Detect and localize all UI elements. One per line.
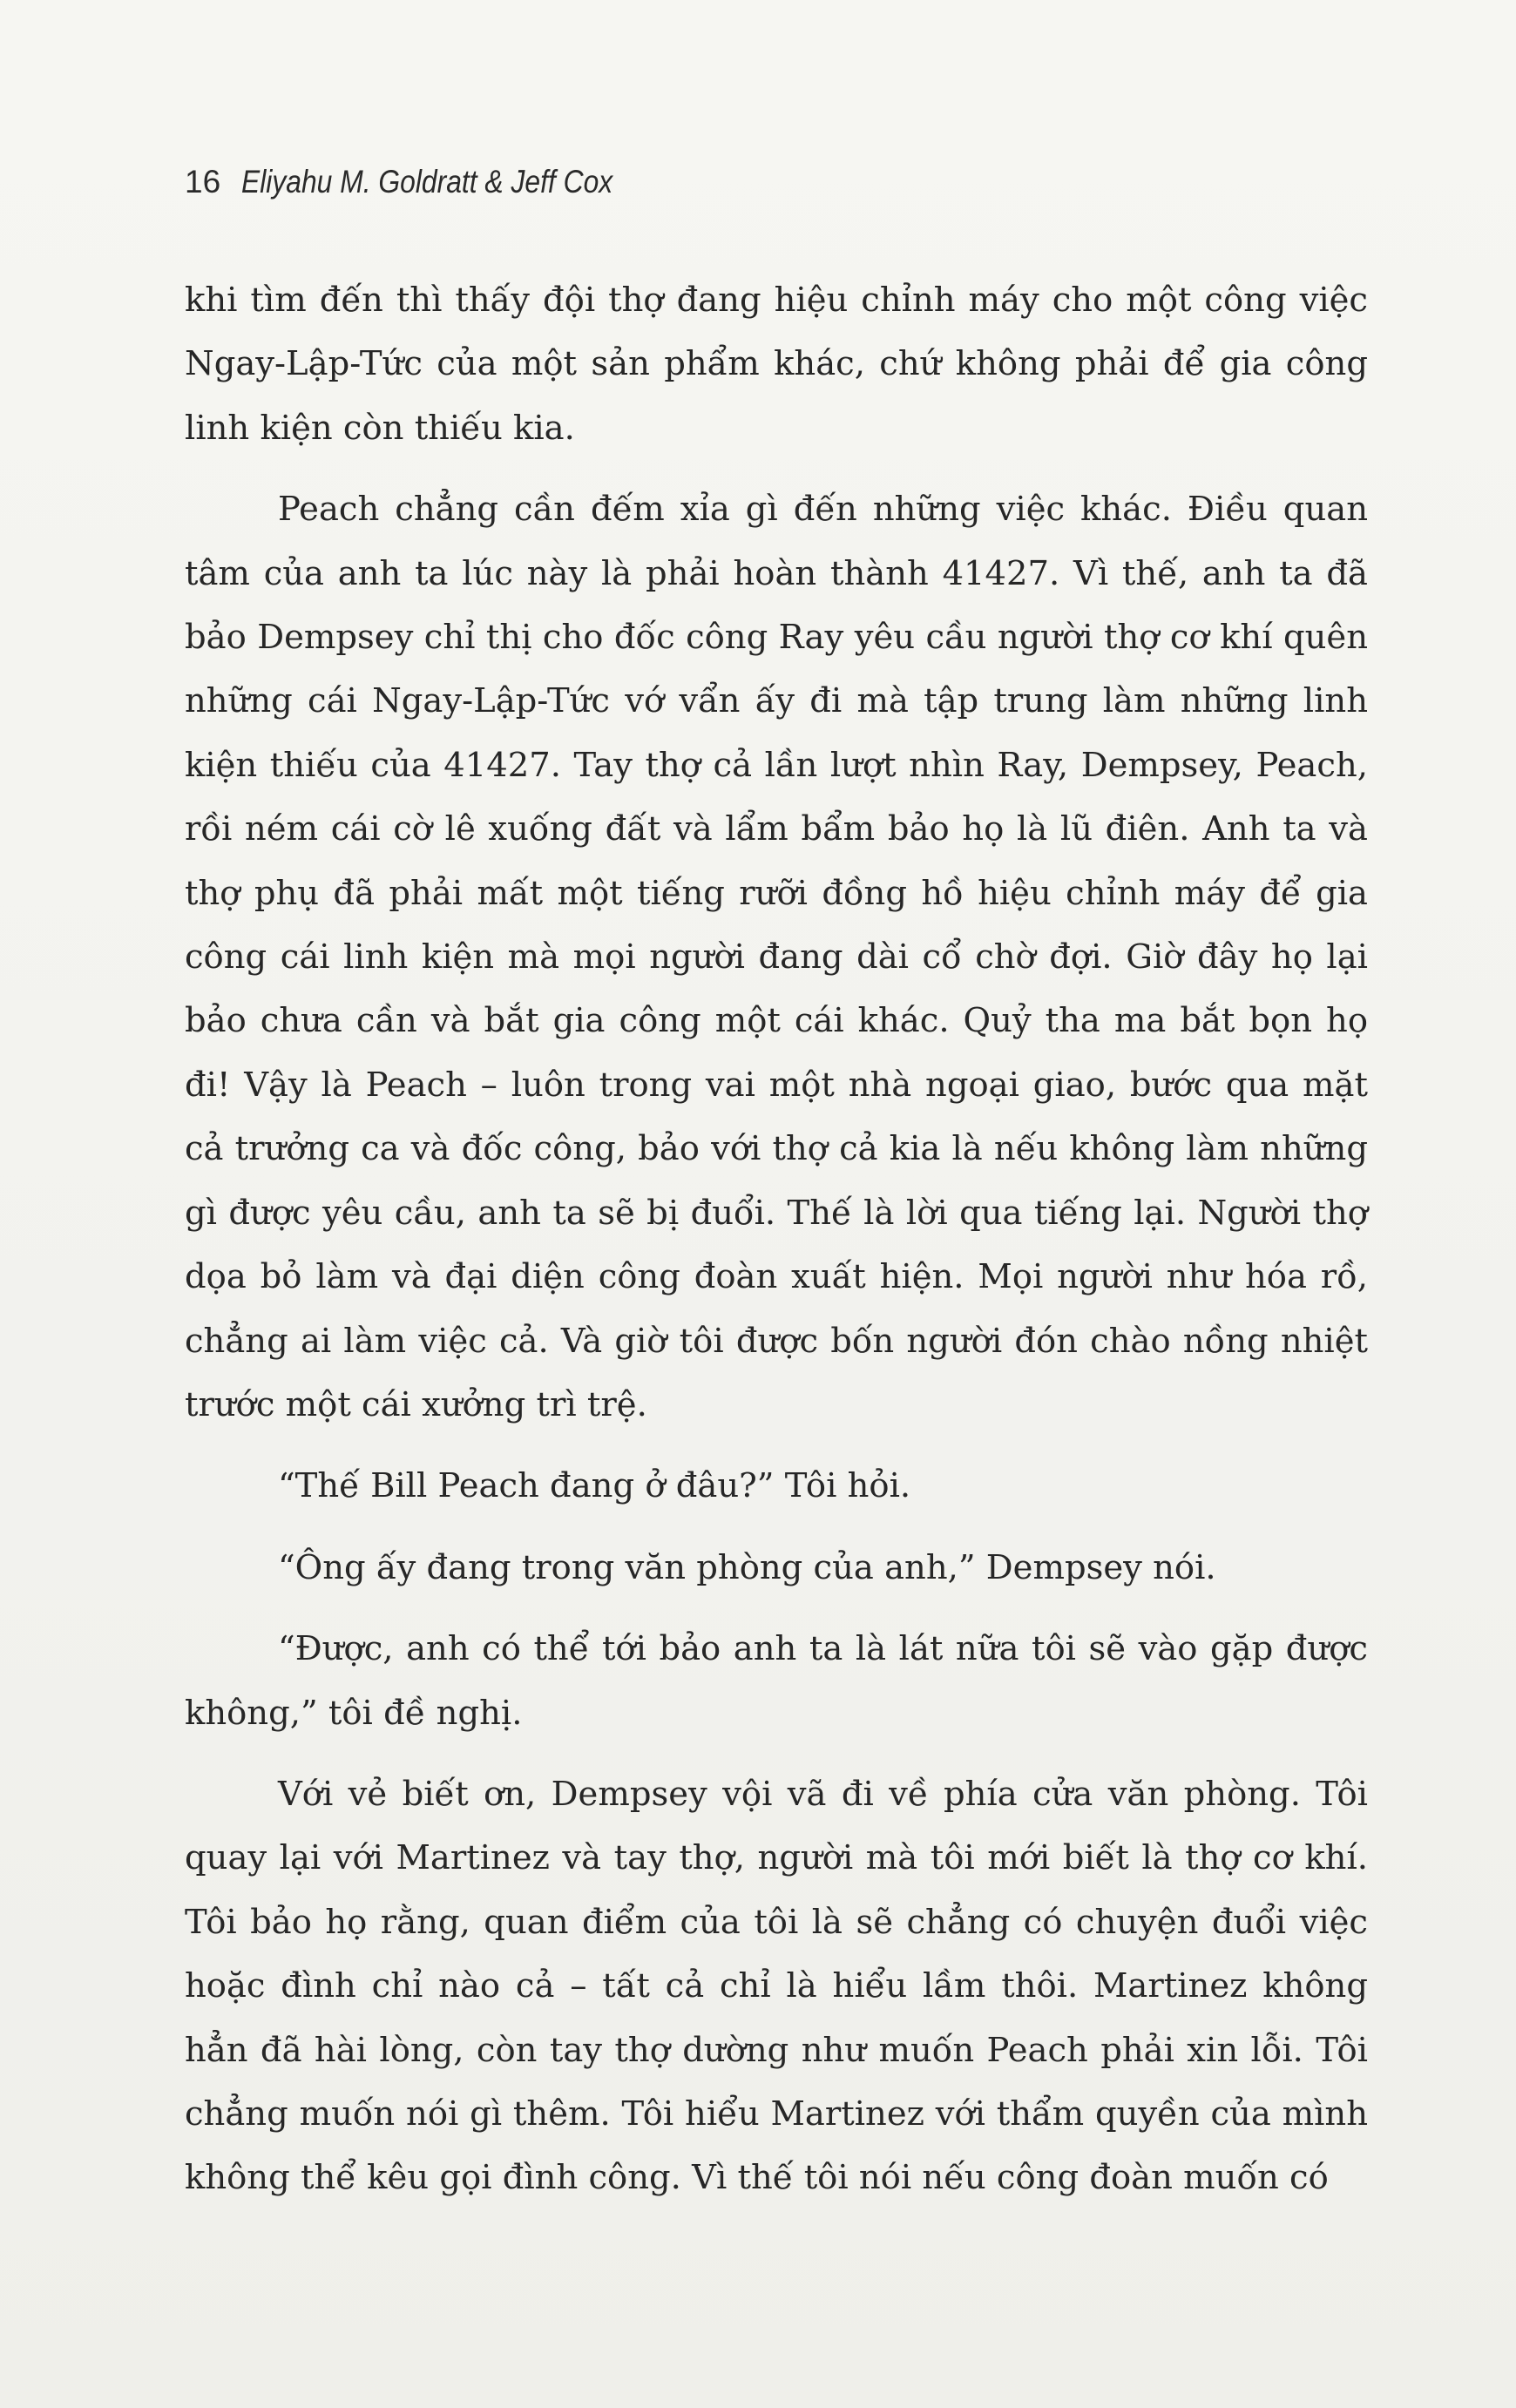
body-text: [185, 268, 1368, 2210]
paragraph-4: “Ông ấy đang trong văn phòng của anh,” Dempsey nói.: [278, 1547, 1216, 1587]
paragraph-5: “Được, anh có thể tới bảo anh ta là lát nữa tôi sẽ vào gặp được không,” tôi đề nghị.: [185, 1629, 1368, 1733]
paragraph-2: Peach chẳng cần đếm xỉa gì đến những việc khác. Điều quan tâm của anh ta lúc này là phải hoàn thành 41427. Vì thế, anh ta đã bảo Dempsey chỉ thị cho đốc công Ray yêu cầu người thợ cơ khí quên những cái Ngay-Lập-Tức vớ vẩn ấy đi mà tập trung làm những linh kiện thiếu của 41427. Tay thợ cả lần lượt nhìn Ray, Dempsey, Peach, rồi ném cái cờ lê xuống đất và lẩm bẩm bảo họ là lũ điên. Anh ta và thợ phụ đã phải mất một tiếng rưỡi đồng hồ hiệu chỉnh máy để gia công cái linh kiện mà mọi người đang dài cổ chờ đợi. Giờ đây họ lại bảo chưa cần và bắt gia công một cái khác. Quỷ tha ma bắt bọn họ đi! Vậy là Peach – luôn trong vai một nhà ngoại giao, bước qua mặt cả trưởng ca và đốc công, bảo với thợ cả kia là nếu không làm những gì được yêu cầu, anh ta sẽ bị đuổi. Thế là lời qua tiếng lại. Người thợ dọa bỏ làm và đại diện công đoàn xuất hiện. Mọi người như hóa rồ, chẳng ai làm việc cả. Và giờ tôi được bốn người đón chào nồng nhiệt trước một cái xưởng trì trệ.: [185, 490, 1368, 1424]
paragraph-3: “Thế Bill Peach đang ở đâu?” Tôi hỏi.: [278, 1466, 911, 1506]
paragraph-6: Với vẻ biết ơn, Dempsey vội vã đi về phía cửa văn phòng. Tôi quay lại với Martinez và tay thợ, người mà tôi mới biết là thợ cơ khí. Tôi bảo họ rằng, quan điểm của tôi là sẽ chẳng có chuyện đuổi việc hoặc đình chỉ nào cả – tất cả chỉ là hiểu lầm thôi. Martinez không hẳn đã hài lòng, còn tay thợ dường như muốn Peach phải xin lỗi. Tôi chẳng muốn nói gì thêm. Tôi hiểu Martinez với thẩm quyền của mình không thể kêu gọi đình công. Vì thế tôi nói nếu công đoàn muốn có: [185, 1774, 1368, 2198]
running-header: [185, 164, 673, 200]
paragraph-1: khi tìm đến thì thấy đội thợ đang hiệu chỉnh máy cho một công việc Ngay-Lập-Tức của một sản phẩm khác, chứ không phải để gia công linh kiện còn thiếu kia.: [185, 281, 1368, 448]
page-number: 16: [185, 164, 221, 200]
author-names: Eliyahu M. Goldratt & Jeff Cox: [241, 164, 613, 200]
